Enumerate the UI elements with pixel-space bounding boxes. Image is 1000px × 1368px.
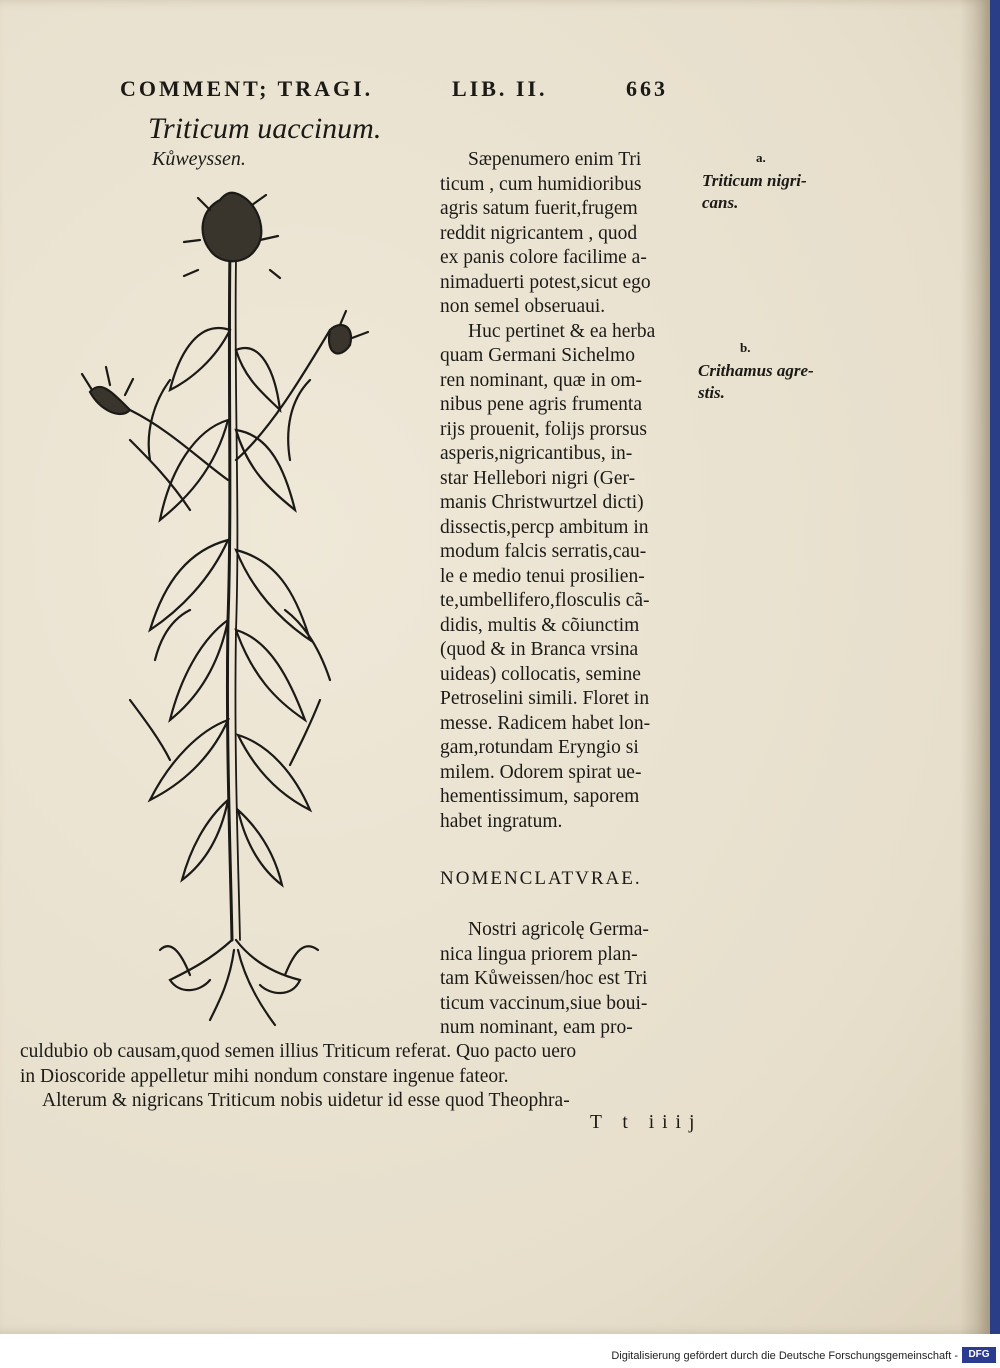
main-text-column bbox=[440, 148, 700, 834]
text-line: quam Germani Sichelmo bbox=[440, 345, 635, 366]
text-line: hementissimum, saporem bbox=[440, 786, 640, 807]
woodcut-plant-illustration bbox=[70, 180, 390, 1040]
digitization-credit: Digitalisierung gefördert durch die Deutsche Forschungsgemeinschaft - bbox=[611, 1350, 958, 1362]
text-line: non semel obseruaui. bbox=[440, 296, 606, 317]
dfg-logo: DFG bbox=[962, 1347, 996, 1363]
text-line: modum falcis serratis,cau- bbox=[440, 541, 647, 562]
margin-note-line: Crithamus agre- bbox=[698, 361, 814, 380]
plant-title: Triticum uaccinum. bbox=[148, 112, 382, 145]
text-line: star Hellebori nigri (Ger- bbox=[440, 467, 636, 489]
text-line: messe. Radicem habet lon- bbox=[440, 712, 651, 734]
running-header-left: COMMENT; TRAGI. bbox=[120, 76, 374, 101]
text-line: te,umbellifero,flosculis cã- bbox=[440, 590, 650, 611]
text-line: dissectis,percp ambitum in bbox=[440, 516, 649, 538]
text-line: manis Christwurtzel dicti) bbox=[440, 492, 644, 513]
page-edge-shadow bbox=[960, 0, 990, 1334]
running-header-center: LIB. II. bbox=[452, 76, 548, 101]
text-line: Alterum & nigricans Triticum nobis uidetur id esse quod Theophra- bbox=[42, 1090, 570, 1111]
margin-note-line: Triticum nigri- bbox=[702, 171, 807, 190]
page-number: 663 bbox=[626, 76, 668, 101]
text-line: Petroselini simili. Floret in bbox=[440, 688, 650, 709]
text-line: ticum vaccinum,siue boui- bbox=[440, 992, 648, 1014]
text-line: ex panis colore facilime a- bbox=[440, 247, 647, 268]
margin-note-line: cans. bbox=[702, 193, 739, 212]
margin-note-a bbox=[702, 170, 807, 214]
text-line: reddit nigricantem , quod bbox=[440, 222, 638, 244]
text-line: Sæpenumero enim Tri bbox=[468, 149, 642, 170]
text-line: Huc pertinet & ea herba bbox=[468, 320, 656, 342]
text-line: Nostri agricolę Germa- bbox=[468, 919, 649, 940]
text-line: in Dioscoride appelletur mihi nondum constare ingenue fateor. bbox=[20, 1065, 509, 1087]
nomenclature-text-column bbox=[440, 918, 700, 1041]
text-line: nica lingua priorem plan- bbox=[440, 943, 638, 965]
catchword-signature: T t iiij bbox=[590, 1112, 703, 1133]
text-line: le e medio tenui prosilien- bbox=[440, 565, 645, 587]
margin-note-letter-b: b. bbox=[740, 340, 751, 355]
margin-note-line: stis. bbox=[698, 383, 725, 402]
text-line: ren nominant, quæ in om- bbox=[440, 369, 643, 391]
text-line: num nominant, eam pro- bbox=[440, 1017, 633, 1038]
text-line: ticum , cum humidioribus bbox=[440, 173, 642, 195]
margin-note-b bbox=[698, 360, 814, 404]
text-line: culdubio ob causam,quod semen illius Triticum referat. Quo pacto uero bbox=[20, 1041, 577, 1062]
plant-vernacular-name: Kůweyssen. bbox=[152, 148, 246, 170]
text-line: gam,rotundam Eryngio si bbox=[440, 737, 639, 758]
text-line: milem. Odorem spirat ue- bbox=[440, 761, 642, 783]
text-line: (quod & in Branca vrsina bbox=[440, 639, 639, 660]
text-line: asperis,nigricantibus, in- bbox=[440, 443, 633, 464]
text-line: habet ingratum. bbox=[440, 810, 563, 832]
text-line: rijs prouenit, folijs prorsus bbox=[440, 418, 647, 440]
text-line: agris satum fuerit,frugem bbox=[440, 198, 638, 219]
text-line: nimaduerti potest,sicut ego bbox=[440, 271, 651, 293]
section-heading: NOMENCLATVRAE. bbox=[440, 868, 642, 889]
text-line: nibus pene agris frumenta bbox=[440, 394, 642, 415]
text-line: uideas) collocatis, semine bbox=[440, 663, 641, 685]
text-line: didis, multis & cõiunctim bbox=[440, 614, 640, 636]
text-line: tam Kůweissen/hoc est Tri bbox=[440, 968, 648, 989]
full-width-text bbox=[20, 1040, 700, 1114]
margin-note-letter-a: a. bbox=[756, 150, 766, 165]
